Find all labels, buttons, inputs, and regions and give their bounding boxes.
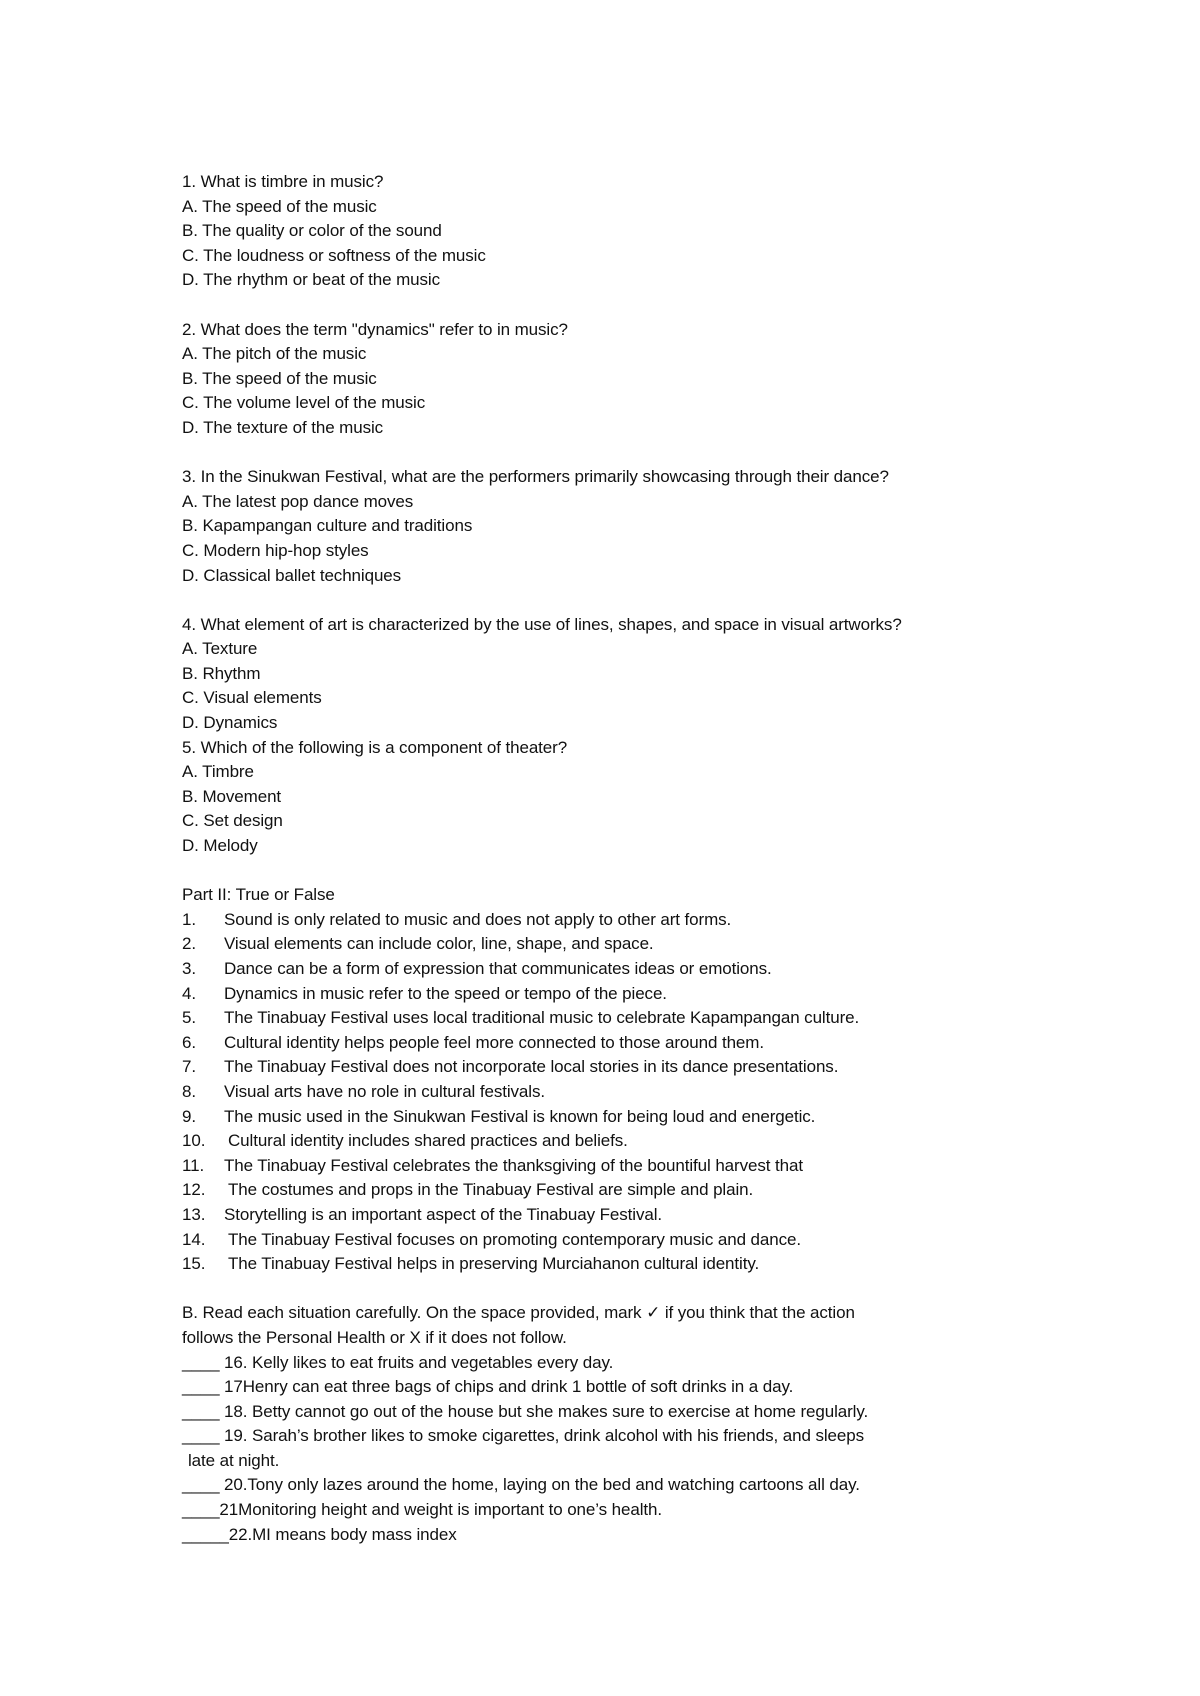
- list-item: [182, 1031, 1082, 1056]
- option-a: A. The speed of the music: [182, 196, 377, 216]
- option-b: B. Rhythm: [182, 663, 261, 683]
- item-number: 5.: [182, 1008, 196, 1028]
- option-d: D. The texture of the music: [182, 417, 384, 437]
- question-text: 5. Which of the following is a component of theater?: [182, 737, 568, 757]
- option-c: C. The volume level of the music: [182, 393, 426, 413]
- option-a: A. The pitch of the music: [182, 344, 367, 364]
- item-text: The Tinabuay Festival celebrates the thanksgiving of the bountiful harvest that: [224, 1155, 803, 1175]
- list-item: _____22.MI means body mass index: [182, 1524, 457, 1544]
- item-text: Visual elements can include color, line, shape, and space.: [224, 934, 654, 954]
- list-item: [182, 1154, 1082, 1179]
- mc-question-2: [182, 318, 1082, 441]
- true-false-section: [182, 883, 1082, 1277]
- list-item: [182, 957, 1082, 982]
- option-c: C. Set design: [182, 811, 283, 831]
- item-number: 2.: [182, 934, 196, 954]
- item-number: 9.: [182, 1106, 196, 1126]
- option-a: A. The latest pop dance moves: [182, 491, 414, 511]
- option-d: D. Classical ballet techniques: [182, 565, 402, 585]
- spacer: [182, 859, 1082, 884]
- section-title: Part II: True or False: [182, 885, 335, 905]
- list-item: [182, 982, 1082, 1007]
- option-d: D. The rhythm or beat of the music: [182, 270, 441, 290]
- instructions-line: B. Read each situation carefully. On the space provided, mark ✓ if you think that the action: [182, 1303, 855, 1323]
- item-number: 6.: [182, 1032, 196, 1052]
- list-item: [182, 1006, 1082, 1031]
- list-item: [182, 1080, 1082, 1105]
- list-item: ____ 16. Kelly likes to eat fruits and vegetables every day.: [182, 1352, 614, 1372]
- item-text: Dance can be a form of expression that communicates ideas or emotions.: [224, 959, 772, 978]
- mc-question-5: [182, 736, 1082, 859]
- instructions-line: follows the Personal Health or X if it does not follow.: [182, 1327, 567, 1347]
- list-item: [182, 932, 1082, 957]
- list-item-continuation: late at night.: [188, 1450, 280, 1470]
- list-item: ____ 17Henry can eat three bags of chips and drink 1 bottle of soft drinks in a day.: [182, 1377, 794, 1397]
- list-item: ____ 20.Tony only lazes around the home, laying on the bed and watching cartoons all day.: [182, 1475, 860, 1495]
- option-d: D. Dynamics: [182, 713, 278, 733]
- item-number: 7.: [182, 1057, 196, 1077]
- item-number: 10.: [182, 1131, 206, 1151]
- option-b: B. The quality or color of the sound: [182, 221, 442, 241]
- item-text: Visual arts have no role in cultural festivals.: [224, 1081, 545, 1101]
- item-text: Cultural identity includes shared practices and beliefs.: [228, 1131, 628, 1151]
- mc-question-4: [182, 613, 1082, 736]
- list-item: [182, 1129, 1082, 1154]
- list-item: [182, 908, 1082, 933]
- item-number: 15.: [182, 1254, 206, 1274]
- item-text: The Tinabuay Festival does not incorporate local stories in its dance presentations.: [224, 1057, 839, 1077]
- option-c: C. Visual elements: [182, 688, 322, 708]
- item-text: The music used in the Sinukwan Festival is known for being loud and energetic.: [224, 1106, 816, 1126]
- item-text: The costumes and props in the Tinabuay Festival are simple and plain.: [228, 1180, 754, 1200]
- item-text: Cultural identity helps people feel more connected to those around them.: [224, 1032, 764, 1052]
- item-number: 13.: [182, 1204, 206, 1224]
- item-number: 4.: [182, 983, 196, 1003]
- item-number: 1.: [182, 909, 196, 929]
- question-text: 4. What element of art is characterized by the use of lines, shapes, and space in visual artworks?: [182, 614, 902, 634]
- question-text: 2. What does the term "dynamics" refer to in music?: [182, 319, 568, 339]
- list-item: ____ 19. Sarah’s brother likes to smoke cigarettes, drink alcohol with his friends, and sleeps: [182, 1426, 864, 1446]
- item-number: 14.: [182, 1229, 206, 1249]
- list-item: ____21Monitoring height and weight is important to one’s health.: [182, 1500, 663, 1520]
- spacer: [182, 441, 1082, 466]
- list-item: [182, 1178, 1082, 1203]
- question-text: 3. In the Sinukwan Festival, what are the performers primarily showcasing through their dance?: [182, 467, 889, 487]
- question-text: 1. What is timbre in music?: [182, 172, 384, 191]
- item-text: Storytelling is an important aspect of the Tinabuay Festival.: [224, 1204, 663, 1224]
- item-text: The Tinabuay Festival helps in preserving Murciahanon cultural identity.: [228, 1254, 760, 1274]
- option-b: B. Kapampangan culture and traditions: [182, 516, 473, 536]
- list-item: [182, 1228, 1082, 1253]
- option-d: D. Melody: [182, 836, 258, 856]
- item-number: 11.: [182, 1155, 205, 1175]
- option-a: A. Texture: [182, 639, 258, 659]
- option-c: C. Modern hip-hop styles: [182, 540, 369, 560]
- list-item: [182, 1203, 1082, 1228]
- list-item: [182, 1252, 1082, 1277]
- item-number: 3.: [182, 959, 196, 978]
- item-text: Dynamics in music refer to the speed or tempo of the piece.: [224, 983, 667, 1003]
- item-text: The Tinabuay Festival focuses on promoting contemporary music and dance.: [228, 1229, 801, 1249]
- option-b: B. The speed of the music: [182, 368, 377, 388]
- situations-section: [182, 1301, 1082, 1547]
- list-item: [182, 1055, 1082, 1080]
- spacer: [182, 293, 1082, 318]
- mc-question-3: [182, 465, 1082, 588]
- item-text: Sound is only related to music and does not apply to other art forms.: [224, 909, 732, 929]
- item-text: The Tinabuay Festival uses local traditional music to celebrate Kapampangan culture.: [224, 1008, 860, 1028]
- option-b: B. Movement: [182, 786, 282, 806]
- item-number: 8.: [182, 1081, 196, 1101]
- document-content: [182, 170, 1082, 1547]
- item-number: 12.: [182, 1180, 206, 1200]
- list-item: [182, 1105, 1082, 1130]
- mc-question-1: [182, 170, 1082, 293]
- list-item: ____ 18. Betty cannot go out of the house but she makes sure to exercise at home regularly.: [182, 1401, 869, 1421]
- spacer: [182, 588, 1082, 613]
- option-c: C. The loudness or softness of the music: [182, 245, 486, 265]
- spacer: [182, 1277, 1082, 1302]
- option-a: A. Timbre: [182, 762, 254, 782]
